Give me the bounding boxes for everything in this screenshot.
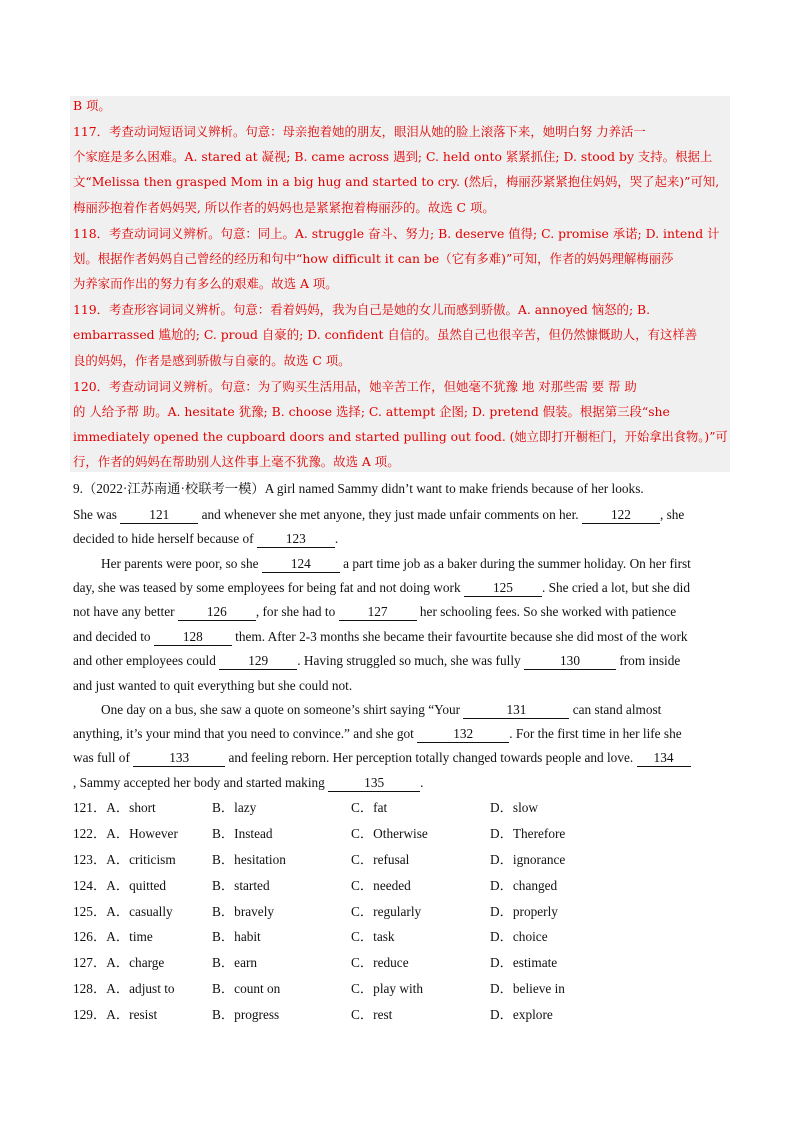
passage-line: anything, it’s your mind that you need to convince.” and she got 132 . For the first time in her life she: [73, 726, 682, 741]
answer-blank[interactable]: 130: [524, 654, 616, 670]
option-c[interactable]: C．Otherwise: [351, 826, 428, 841]
option-b[interactable]: B．earn: [212, 955, 258, 970]
explanation-line: B 项。: [73, 98, 111, 113]
answer-blank[interactable]: 124: [262, 557, 340, 573]
passage-line: 9.（2022·江苏南通·校联考一模）A girl named Sammy didn’t want to make friends because of her looks.: [73, 481, 644, 496]
explanation-line: 良的妈妈，作者是感到骄傲与自豪的。故选 C 项。: [73, 353, 351, 368]
explanation-line: 118．考查动词词义辨析。句意：同上。A. struggle 奋斗、努力; B. deserve 值得; C. promise 承诺; D. intend 计: [73, 226, 720, 241]
explanation-line: 为养家而作出的努力有多么的艰难。故选 A 项。: [73, 276, 338, 291]
option-a[interactable]: 125．A．casually: [73, 904, 173, 919]
passage-line: and just wanted to quit everything but she could not.: [73, 678, 353, 693]
option-d[interactable]: D．changed: [490, 878, 558, 893]
option-a[interactable]: 122．A．However: [73, 826, 178, 841]
passage-line: She was 121 and whenever she met anyone, they just made unfair comments on her. 122 , she: [73, 507, 685, 522]
option-a[interactable]: 128．A．adjust to: [73, 981, 175, 996]
answer-blank[interactable]: 131: [463, 703, 569, 719]
option-b[interactable]: B．habit: [212, 929, 261, 944]
option-c[interactable]: C．rest: [351, 1007, 393, 1022]
answer-blank[interactable]: 128: [154, 630, 232, 646]
option-d[interactable]: D．Therefore: [490, 826, 566, 841]
answer-blank[interactable]: 132: [417, 727, 509, 743]
answer-blank[interactable]: 127: [339, 605, 417, 621]
passage-line: was full of 133 and feeling reborn. Her perception totally changed towards people and love. 134: [73, 748, 691, 768]
option-c[interactable]: C．refusal: [351, 852, 410, 867]
passage-line: Her parents were poor, so she 124 a part time job as a baker during the summer holiday. On her first: [101, 556, 691, 571]
option-c[interactable]: C．reduce: [351, 955, 409, 970]
answer-blank[interactable]: 135: [328, 776, 420, 792]
option-b[interactable]: B．started: [212, 878, 270, 893]
explanation-line: 文“Melissa then grasped Mom in a big hug and started to cry. (然后，梅丽莎紧紧抱住妈妈，哭了起来)”可知,: [73, 174, 720, 189]
option-c[interactable]: C．fat: [351, 800, 388, 815]
answer-blank[interactable]: 129: [219, 654, 297, 670]
option-a[interactable]: 129．A．resist: [73, 1007, 158, 1022]
passage-line: decided to hide herself because of 123 .: [73, 531, 339, 546]
option-a[interactable]: 127．A．charge: [73, 955, 165, 970]
passage-line: day, she was teased by some employees for being fat and not doing work 125 . She cried a lot, but she did: [73, 580, 691, 595]
passage-line: and other employees could 129 . Having struggled so much, she was fully 130 from inside: [73, 653, 681, 668]
option-b[interactable]: B．hesitation: [212, 852, 286, 867]
passage-line: One day on a bus, she saw a quote on someone’s shirt saying “Your 131 can stand almost: [101, 702, 662, 717]
explanation-line: 个家庭是多么困难。A. stared at 凝视; B. came across 遇到; C. held onto 紧紧抓住; D. stood by 支持。根据上: [73, 149, 713, 164]
option-d[interactable]: D．slow: [490, 800, 539, 815]
option-a[interactable]: 126．A．time: [73, 929, 153, 944]
option-b[interactable]: B．Instead: [212, 826, 273, 841]
answer-blank[interactable]: 126: [178, 605, 256, 621]
option-d[interactable]: D．ignorance: [490, 852, 566, 867]
option-b[interactable]: B．progress: [212, 1007, 280, 1022]
answer-blank[interactable]: 122: [582, 508, 660, 524]
answer-blank[interactable]: 134: [637, 751, 691, 767]
explanation-line: 梅丽莎抱着作者妈妈哭, 所以作者的妈妈也是紧紧抱着梅丽莎的。故选 C 项。: [73, 200, 495, 215]
explanation-line: 120．考查动词词义辨析。句意：为了购买生活用品，她辛苦工作，但她毫不犹豫 地 对那些需 要 帮 助: [73, 379, 637, 394]
option-d[interactable]: D．explore: [490, 1007, 553, 1022]
passage-line: not have any better 126 , for she had to 127 her schooling fees. So she worked with patience: [73, 604, 677, 619]
answer-blank[interactable]: 133: [133, 751, 225, 767]
option-b[interactable]: B．bravely: [212, 904, 275, 919]
answer-blank[interactable]: 123: [257, 532, 335, 548]
explanation-line: 行，作者的妈妈在帮助别人这件事上毫不犹豫。故选 A 项。: [73, 454, 400, 469]
explanation-line: 117．考查动词短语词义辨析。句意：母亲抱着她的朋友，眼泪从她的脸上滚落下来，她明白努 力养活一: [73, 124, 646, 139]
option-b[interactable]: B．lazy: [212, 800, 257, 815]
option-d[interactable]: D．choice: [490, 929, 548, 944]
passage-line: , Sammy accepted her body and started making 135 .: [73, 775, 424, 790]
answer-blank[interactable]: 125: [464, 581, 542, 597]
explanation-line: 划。根据作者妈妈自己曾经的经历和句中“how difficult it can be（它有多难)”可知，作者的妈妈理解梅丽莎: [73, 251, 674, 266]
option-c[interactable]: C．regularly: [351, 904, 422, 919]
option-a[interactable]: 124．A．quitted: [73, 878, 167, 893]
passage-line: and decided to 128 them. After 2-3 months she became their favourtite because she did most of the work: [73, 629, 688, 644]
answer-blank[interactable]: 121: [120, 508, 198, 524]
explanation-line: immediately opened the cupboard doors and started pulling out food. (她立即打开橱柜门，开始拿出食物。)”可: [73, 429, 728, 444]
option-c[interactable]: C．task: [351, 929, 395, 944]
option-d[interactable]: D．properly: [490, 904, 558, 919]
option-d[interactable]: D．believe in: [490, 981, 565, 996]
option-c[interactable]: C．needed: [351, 878, 411, 893]
option-a[interactable]: 121．A．short: [73, 800, 156, 815]
option-d[interactable]: D．estimate: [490, 955, 558, 970]
option-c[interactable]: C．play with: [351, 981, 424, 996]
option-a[interactable]: 123．A．criticism: [73, 852, 176, 867]
explanation-line: 的 人给予帮 助。A. hesitate 犹豫; B. choose 选择; C. attempt 企图; D. pretend 假装。根据第三段“she: [73, 404, 670, 419]
option-b[interactable]: B．count on: [212, 981, 281, 996]
explanation-line: embarrassed 尴尬的; C. proud 自豪的; D. confident 自信的。虽然自己也很辛苦，但仍然慷慨助人，有这样善: [73, 327, 698, 342]
explanation-line: 119．考查形容词词义辨析。句意：看着妈妈，我为自己是她的女儿而感到骄傲。A. annoyed 恼怒的; B.: [73, 302, 651, 317]
